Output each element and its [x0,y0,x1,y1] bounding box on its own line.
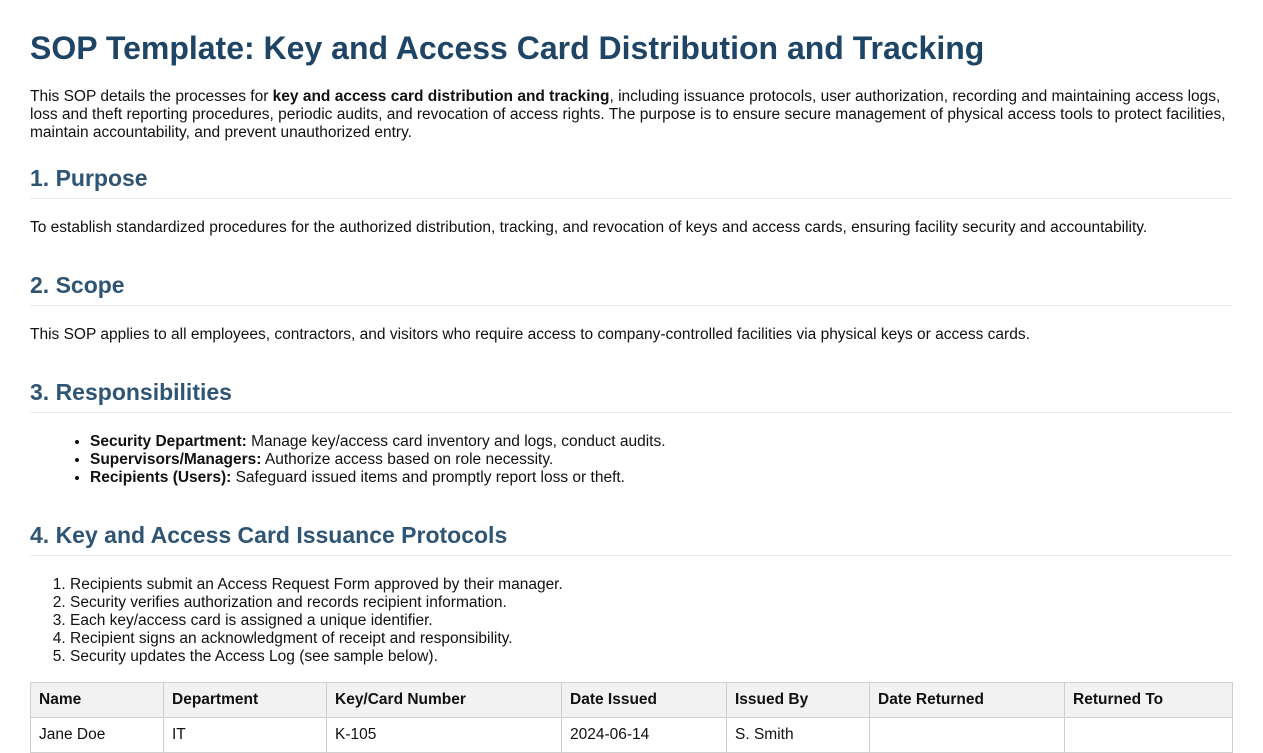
table-cell: Jane Doe [31,718,164,753]
responsibility-text: Safeguard issued items and promptly report loss or theft. [231,469,625,486]
table-header-row [31,683,1233,718]
list-item [90,469,1233,487]
table-cell: S. Smith [727,718,870,753]
responsibilities-heading: 3. Responsibilities [30,378,1233,413]
issuance-heading: 4. Key and Access Card Issuance Protocols [30,521,1233,556]
scope-heading: 2. Scope [30,271,1233,306]
intro-prefix: This SOP details the processes for [30,88,273,105]
list-item: 5. Security updates the Access Log (see sample below). [70,648,1233,666]
table-cell: IT [164,718,327,753]
column-header-date-returned: Date Returned [870,683,1065,718]
column-header-issued-by: Issued By [727,683,870,718]
intro-suffix: , including issuance protocols, user authorization, recording and maintaining access logs, loss and theft reporting procedures, periodic audits, and revocation of access rights. The purpose is to ensure secure management of physical access tools to protect facilities, maintain accountability, and prevent unauthorized entry. [30,88,1226,141]
table-row [31,718,1233,753]
column-header-date-issued: Date Issued [562,683,727,718]
page-title: SOP Template: Key and Access Card Distribution and Tracking [30,30,985,66]
purpose-text: To establish standardized procedures for the authorized distribution, tracking, and revocation of keys and access cards, ensuring facility security and accountability. [30,219,1148,236]
column-header-returned-to: Returned To [1065,683,1233,718]
list-item [90,451,1233,469]
list-item: 3. Each key/access card is assigned a unique identifier. [70,612,1233,630]
column-header-department: Department [164,683,327,718]
responsibility-text: Authorize access based on role necessity. [261,451,554,468]
issuance-steps-list [30,576,1233,666]
table-cell [1065,718,1233,753]
responsibilities-list [30,433,1233,487]
responsibility-label: Supervisors/Managers: [90,451,262,468]
access-log-table [30,682,1233,753]
column-header-key-card-number: Key/Card Number [327,683,562,718]
responsibility-text: Manage key/access card inventory and logs, conduct audits. [246,433,666,450]
list-item: 2. Security verifies authorization and records recipient information. [70,594,1233,612]
intro-paragraph [30,88,1233,142]
table-cell [870,718,1065,753]
scope-text: This SOP applies to all employees, contractors, and visitors who require access to company-controlled facilities via physical keys or access cards. [30,326,1030,343]
responsibility-label: Recipients (Users): [90,469,232,486]
table-cell: K-105 [327,718,562,753]
list-item: 1. Recipients submit an Access Request Form approved by their manager. [70,576,1233,594]
list-item: 4. Recipient signs an acknowledgment of receipt and responsibility. [70,630,1233,648]
purpose-heading: 1. Purpose [30,164,1233,199]
intro-bold: key and access card distribution and tracking [272,88,610,105]
responsibility-label: Security Department: [90,433,247,450]
list-item [90,433,1233,451]
column-header-name: Name [31,683,164,718]
table-cell: 2024-06-14 [562,718,727,753]
